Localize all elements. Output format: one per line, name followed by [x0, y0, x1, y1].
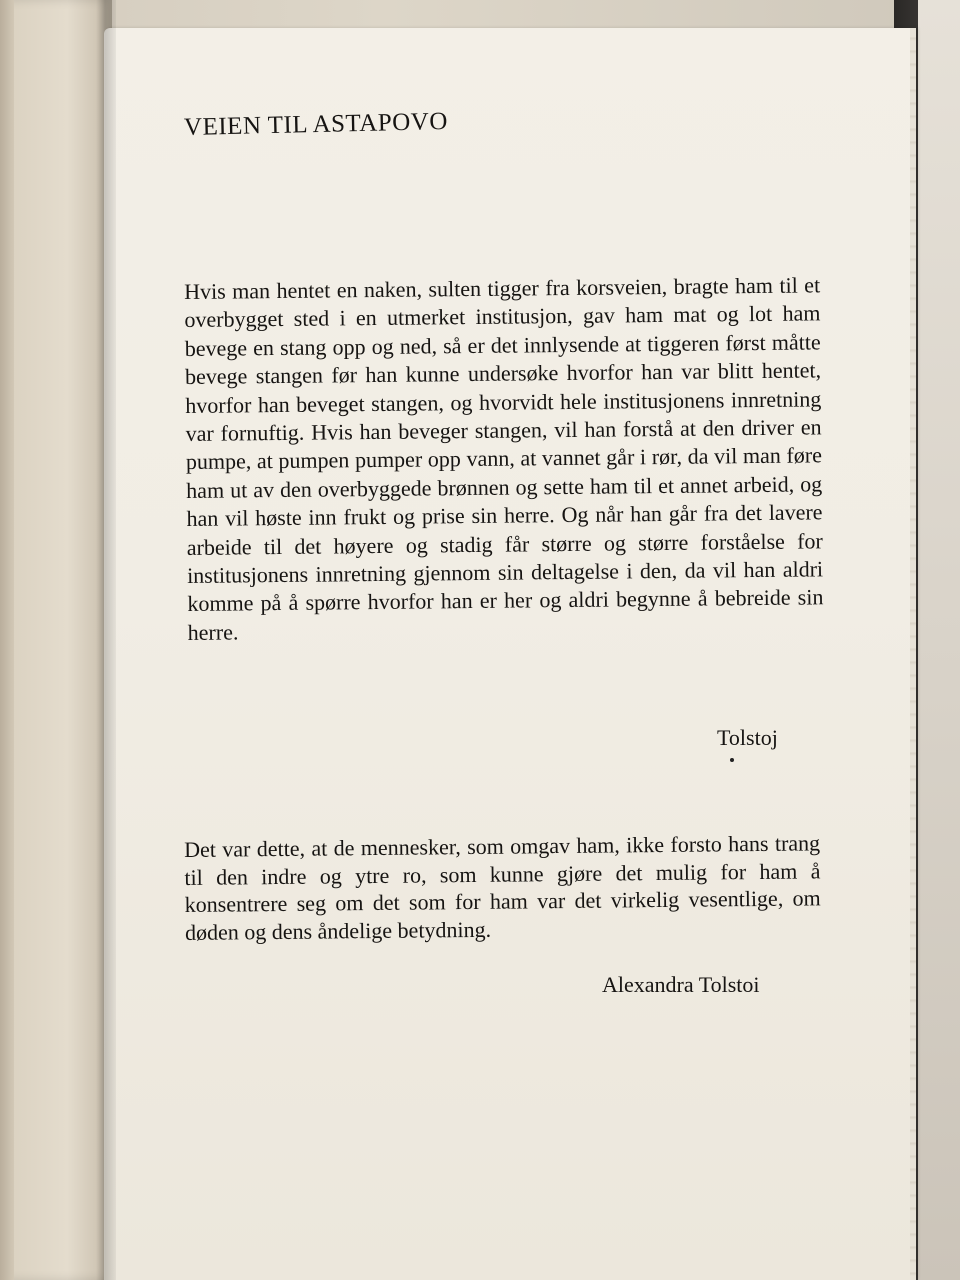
quote-block-alexandra [184, 829, 821, 946]
background-surface [918, 0, 960, 1280]
page-heading: VEIEN TIL ASTAPOVO [183, 108, 449, 141]
gutter-shadow [96, 0, 116, 1280]
quote-author-tolstoj: Tolstoj [717, 725, 778, 750]
ink-speck [730, 758, 734, 762]
right-page [104, 28, 916, 1280]
quote-paragraph: Hvis man hentet en naken, sulten tigger fra korsveien, bragte ham til et overbygget sted i en utmerket institusjon, gav ham mat og lot ham bevege en stang opp og ned, så er det innlysende at tiggeren først måtte bevege stangen før han kunne undersøke hvorfor han var blitt hentet, hvorfor han beveget stangen, og hvorvidt hele institusjonens innretning var fornuftig. Hvis han beveger stangen, vil han forstå at den driver en pumpe, at pumpen pumper opp vann, at vannet går i rør, da vil man føre ham ut av den overbyggede brønnen og sette ham til et annet arbeid, og han vil høste inn frukt og prise sin herre. Og når han går fra det lavere arbeide til det høyere og stadig får større og større forståelse for institusjonens innretning gjennom sin deltagelse i den, da vil han aldri komme på å spørre hvorfor han er her og aldri begynne å bebreide sin herre. [184, 272, 824, 645]
page-deckled-edge [910, 28, 916, 1280]
quote-block-tolstoj [184, 271, 824, 647]
left-page-edge [0, 0, 14, 1280]
quote-paragraph: Det var dette, at de mennesker, som omgav ham, ikke forsto hans trang til den indre og ytre ro, som kunne gjøre det mulig for ham å konsentrere seg om det som for ham var det virkelig vesentlige, om døden og dens åndelige betydning. [184, 830, 821, 945]
quote-author-alexandra: Alexandra Tolstoi [602, 972, 760, 997]
